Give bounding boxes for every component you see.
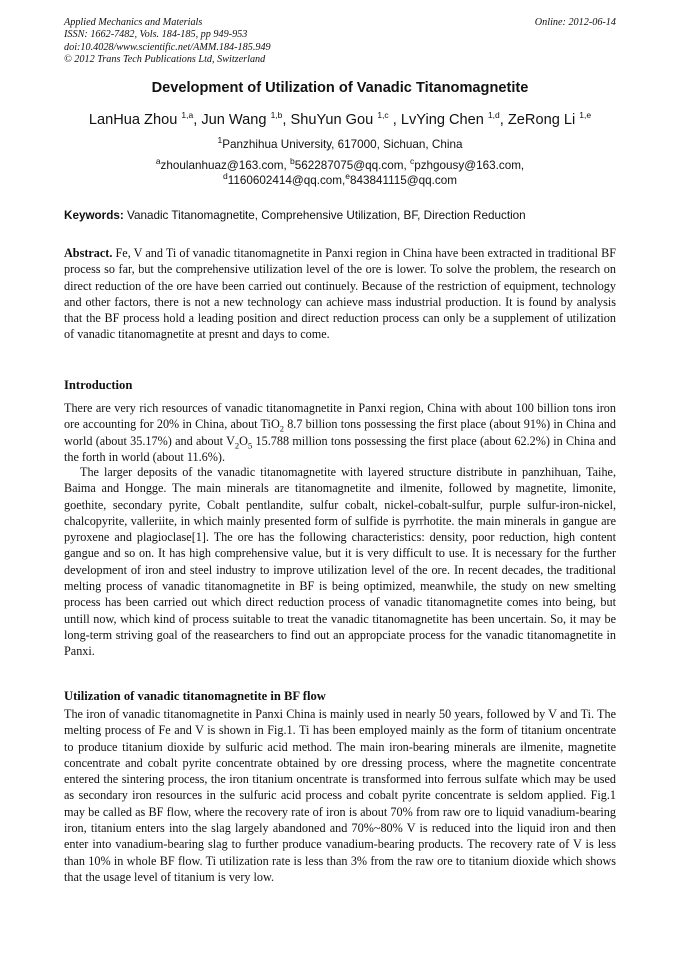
section-heading-bf-flow: Utilization of vanadic titanomagnetite in BF flow bbox=[64, 689, 326, 703]
journal-name: Applied Mechanics and Materials bbox=[64, 17, 203, 28]
doi-line: doi:10.4028/www.scientific.net/AMM.184-185.949 bbox=[64, 41, 271, 53]
keywords-text: Vanadic Titanomagnetite, Comprehensive Utilization, BF, Direction Reduction bbox=[123, 209, 526, 222]
keywords-label: Keywords: bbox=[64, 209, 124, 222]
abstract-label: Abstract. bbox=[64, 246, 113, 260]
author-emails bbox=[64, 158, 616, 188]
copyright-line: © 2012 Trans Tech Publications Ltd, Switzerland bbox=[64, 54, 266, 66]
author-list bbox=[64, 112, 616, 128]
abstract-text: Fe, V and Ti of vanadic titanomagnetite in Panxi region in China have been extracted in traditional BF process so far, but the comprehensive utilization level of the ore is lower. To solve the problem, the research on direct reduction of the ore have been carried out continuely. Because of the restriction of equipment, technology and other factors, there is not a new technology can achieve mass industrial production. It is found by analysis that the BF process hold a leading position and direct reduction process can only be a supplement of utilization of vanadic titanomagnetite at presnt and days to come. bbox=[64, 246, 616, 342]
author: LanHua Zhou $^{1,a}$, bbox=[88, 110, 202, 128]
abstract bbox=[64, 245, 616, 343]
author: LvYing Chen $^{1,d}$, bbox=[400, 110, 508, 128]
author: ZeRong Li $^{1,e}$ bbox=[507, 110, 592, 128]
introduction-paragraph-2: The larger deposits of the vanadic titanomagnetite with layered structure distribute in panzhihuan, Taihe, Baima and Hongge. The main minerals are titanomagnetite and ilmenite, followed by magnetite, limonite, goethite, secondary pyrite, Cobalt pentlandite, sulfur cobalt, nickel-cobalt-sulfur, purple sulfur-iron-nickel, chalcopyrite, valleriite, in which mainly presented form of sulfide is pyrrhotite. the main minerals in gangue are pyroxene and plagioclase[1]. The ore has the following characteristics: density, poor reduction, high content gangue and so on. It has high comprehensive value, but it is very difficult to use. It is necessary for the further development of iron and steel industry to improve utilization level of the ore. In recent decades, the traditional melting process of vanadic titanomagnetite in BF is being optimized, meanwhile, the study on new smelting process has been carried out which direct reduction process of vanadic titanomagnetite comes into being, but untill now, which kind of process suitable to treat the vanadic titanomagnetite has been uncertain. So, it may be long-term striving goal of the reasearchers to find out an appropciate process for the vanadic titanomagnetite in Panxi. bbox=[64, 465, 616, 659]
email-line-1: $^a$zhoulanhuaz@163.com, $^b$562287075@qq.com, $^c$pzhgousy@163.com, bbox=[155, 156, 525, 172]
issn-line: ISSN: 1662-7482, Vols. 184-185, pp 949-953 bbox=[64, 29, 248, 41]
paper-title: Development of Utilization of Vanadic Titanomagnetite bbox=[151, 80, 529, 96]
author: ShuYun Gou $^{1,c}$ , bbox=[290, 110, 401, 128]
email-line-2: $^d$1160602414@qq.com,$^e$843841115@qq.com bbox=[222, 171, 457, 187]
author: Jun Wang $^{1,b}$, bbox=[201, 110, 291, 128]
online-date: Online: 2012-06-14 bbox=[534, 17, 616, 28]
affiliation: $^1$Panzhihua University, 617000, Sichuan, China bbox=[217, 135, 463, 151]
keywords bbox=[64, 209, 616, 222]
section-heading-introduction: Introduction bbox=[64, 378, 133, 392]
bf-flow-paragraph: The iron of vanadic titanomagnetite in Panxi China is mainly used in nearly 50 years, followed by V and Ti. The melting process of Fe and V is shown in Fig.1. Ti has been employed mainly as the form of titanium oncentrate to produce titanium dioxide by sulfuric acid method. The main iron-bearing minerals are ilmenite, magnetite concentrate and cobalt pyrite concentrate obtained by ore dressing process, where the magnetite concentrate entered the sintering process, the iron titanium oncentrate is transformed into ferrous sulfate which may be used as secondary iron resources in the sulfuric acid process and cobalt pyrite concentrate is seldom applied. Fig.1 may be called as BF flow, where the recovery rate of iron is about 70% from raw ore to liquid vanadium-bearing iron, titanium enters into the slag largely abandoned and 70%~80% V is reduced into the liquid iron and then enter into vanadium-bearing slag to further produce vanadium-bearing products. The recovery rate of V is less than 10% in whole BF flow. Ti utilization rate is less than 3% from the raw ore to titanium dioxide which shows that the usage level of titanium is very low. bbox=[64, 707, 616, 884]
journal-header bbox=[64, 17, 616, 67]
introduction-paragraph-1: There are very rich resources of vanadic titanomagnetite in Panxi region, China with about 100 billion tons iron ore accounting for 20% in China, about TiO$_2$ 8.7 billion tons possessing the first place (about 91%) in China and world (about 35.17%) and about $V_2O_5$ 15.788 million tons possessing the first place (about 62.2%) in China and the forth in world (about 11.6%). bbox=[64, 401, 616, 464]
